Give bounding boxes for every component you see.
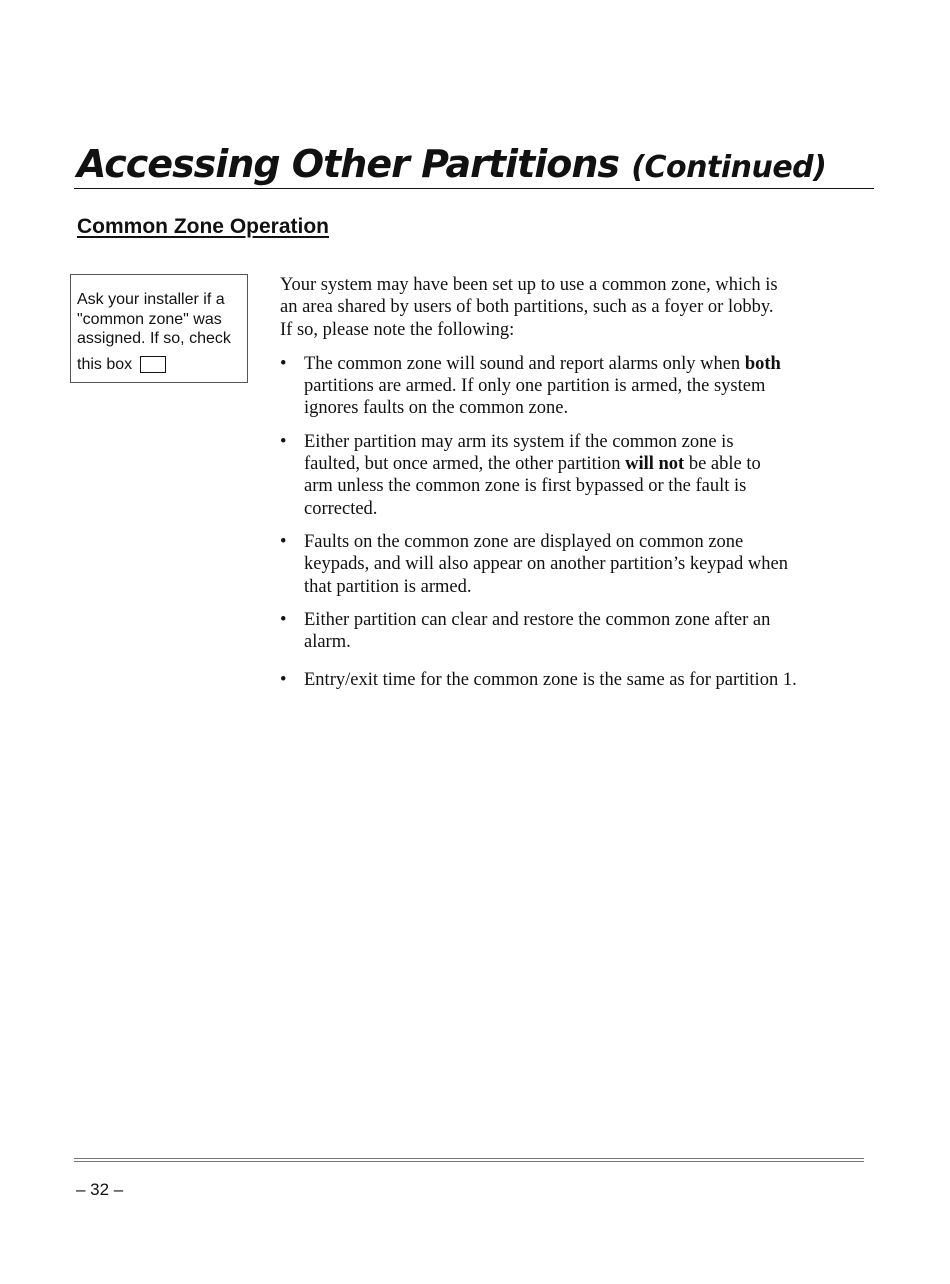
- list-item: [280, 609, 880, 654]
- bullet-line: • Either partition can clear and restore the common zone after an: [304, 609, 771, 630]
- bullet-text: be able to: [684, 454, 761, 475]
- list-item: [280, 431, 880, 520]
- note-line: Ask your installer if a: [77, 291, 225, 308]
- list-item: [280, 669, 880, 691]
- list-item: [280, 353, 880, 420]
- bullet-text: faulted, but once armed, the other partition: [304, 454, 626, 475]
- intro-paragraph: [280, 274, 880, 341]
- bullet-line: corrected.: [304, 498, 378, 519]
- common-zone-rules-list: [280, 353, 880, 692]
- bullet-emphasis: both: [744, 353, 781, 374]
- bullet-line: [304, 353, 880, 375]
- intro-line: If so, please note the following:: [280, 319, 515, 340]
- page-title-suffix: (Continued): [631, 150, 827, 185]
- section-heading: Common Zone Operation: [77, 215, 329, 238]
- bullet-line: • Either partition may arm its system if the common zone is: [304, 431, 734, 452]
- bullet-line: partitions are armed. If only one partition is armed, the system: [304, 376, 766, 397]
- body-text: [280, 274, 880, 692]
- installer-note-box: [70, 274, 248, 383]
- note-line: this box: [77, 355, 133, 373]
- footer-divider: [74, 1158, 864, 1162]
- bullet-emphasis: will not: [625, 454, 685, 475]
- bullet-line: [304, 453, 880, 475]
- bullet-line: arm unless the common zone is first bypassed or the fault is: [304, 476, 747, 497]
- bullet-line: that partition is armed.: [304, 576, 472, 597]
- common-zone-checkbox[interactable]: [140, 356, 166, 373]
- page-title: [77, 138, 826, 194]
- page-title-main: Accessing Other Partitions: [77, 142, 620, 186]
- note-line: "common zone" was: [77, 310, 222, 328]
- note-line-with-checkbox: [77, 355, 241, 375]
- bullet-line: ignores faults on the common zone.: [304, 398, 569, 419]
- bullet-line: • Faults on the common zone are displayed on common zone: [304, 531, 744, 552]
- note-line: assigned. If so, check: [77, 330, 231, 347]
- intro-line: an area shared by users of both partitions, such as a foyer or lobby.: [280, 297, 774, 318]
- page-number: – 32 –: [76, 1180, 124, 1199]
- list-item: [280, 531, 880, 598]
- bullet-line: keypads, and will also appear on another partition’s keypad when: [304, 554, 788, 575]
- bullet-text: The common zone will sound and report alarms only when: [304, 353, 745, 374]
- bullet-line: • Entry/exit time for the common zone is the same as for partition 1.: [304, 670, 797, 691]
- bullet-line: alarm.: [304, 632, 351, 653]
- title-divider: [74, 188, 874, 189]
- intro-line: Your system may have been set up to use a common zone, which is: [280, 275, 778, 295]
